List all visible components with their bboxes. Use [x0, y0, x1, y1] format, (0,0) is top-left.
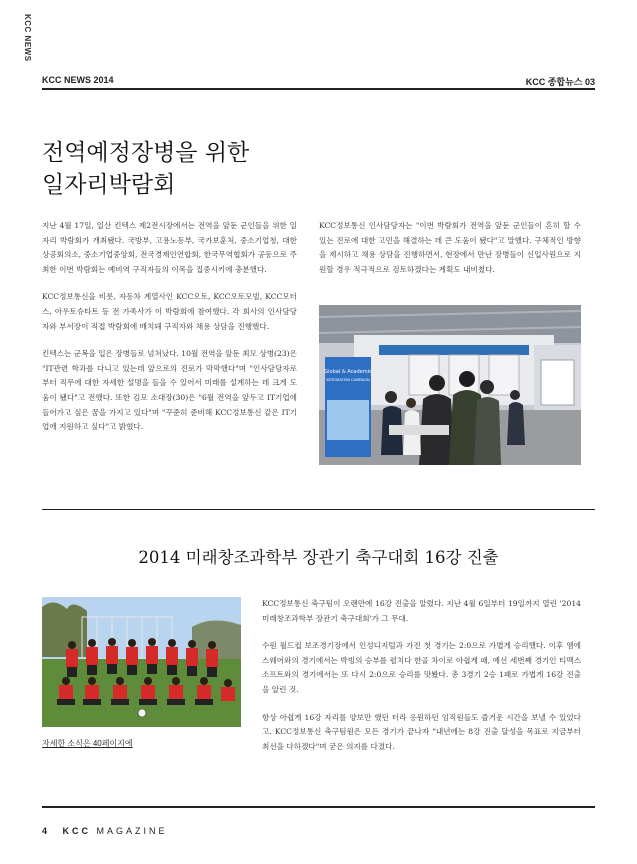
header-issue: KCC NEWS 2014 [42, 75, 114, 85]
article2-paragraph: 항상 아쉽게 16강 자리를 양보만 했던 터라 응원하던 임직원들도 즐거운 시간을 보낼 수 있었다고. KCC정보통신 축구팀원은 모든 경기가 끝나자 "내년에는 8강 진출 달성을 목표로 지금부터 최선을 다하겠다"며 굳은 의지를 다졌다. [262, 712, 581, 751]
football-team-photo [42, 597, 241, 727]
article1-paragraph: 킨텍스는 군복을 입은 장병들로 넘쳐났다. 10월 전역을 앞둔 최모 상병(23)은 "IT관련 학과를 다니고 있는데 앞으로의 진로가 막막했다"며 "인사담당자로부터 직무에 대한 자세한 설명을 들을 수 있어서 미래를 설계하는 데 크게 도움이 됐다"고 전했다. 또한 김모 소대장(30)은 "6월 전역을 앞두고 IT기업에 들어가고 싶은 꿈을 가지고 있다"며 "꾸준히 준비해 KCC정보통신 같은 IT기업에 지원하고 싶다"고 밝혔다. [42, 349, 297, 432]
article2-paragraph: 수원 월드컵 보조경기장에서 인성디지털과 가진 첫 경기는 2:0으로 가볍게 승리했다. 이후 엠에스웨어와의 경기에서는 박빙의 승부를 펼치다 한골 차이로 아쉽게 패, 예선 세번째 경기인 티맥스소프트와의 경기에서는 또 다시 2:0으로 승리를 맛봤다. 총 3경기 2승 1패로 가볍게 16강 진출을 알린 것. [262, 641, 581, 694]
article1-paragraph: 지난 4월 17일, 일산 킨텍스 제2전시장에서는 전역을 앞둔 군인들을 위한 일자리 박람회가 개최됐다. 국방부, 고용노동부, 국가보훈처, 중소기업청, 대한상공회의소, 중소기업중앙회, 전국경제인연합회, 한국무역협회가 공동으로 주최한 이번 박람회는 예비역 구직자들의 이목을 집중시키에 충분했다. [42, 221, 297, 274]
banner-title: Global & Academic [324, 369, 372, 375]
footer-rule [42, 806, 595, 808]
footer [42, 826, 168, 836]
article2-title: 2014 미래창조과학부 장관기 축구대회 16강 진출 [138, 548, 499, 567]
article1-title [42, 137, 342, 201]
footer-brand: KCC [62, 826, 92, 836]
header-rule [42, 88, 595, 90]
article1-paragraph: KCC정보통신 인사담당자는 "이번 박람회가 전역을 앞둔 군인들이 흔히 할 수 있는 진로에 대한 고민을 해결하는 데 큰 도움이 됐다"고 말했다. 구체적인 방향을 제시하고 채용 상담을 진행하면서, 현장에서 만난 장병들이 신입사원으로 지원할 경우 적극적으로 검토하겠다는 계획도 내비쳤다. [319, 221, 581, 274]
article1-left-column [42, 219, 297, 435]
article1-right-column [319, 219, 581, 277]
footer-magazine: MAGAZINE [96, 826, 168, 836]
banner-subtitle: INTEGRATION CAMPAIGN [326, 378, 370, 382]
photo-caption-link[interactable]: 자세한 소식은 40페이지에 [42, 739, 133, 748]
side-tab-label: KCC NEWS [23, 14, 32, 62]
page-number: 4 [42, 826, 48, 836]
header-section: KCC 종합뉴스 03 [525, 77, 595, 87]
job-fair-photo [319, 305, 581, 465]
article1-title-line2: 일자리박람회 [42, 172, 176, 198]
article1-paragraph: KCC정보통신을 비롯, 자동차 계열사인 KCC오토, KCC오토모빌, KCC모터스, 아우토슈타트 등 전 가족사가 이 박람회에 참여했다. 각 회사의 인사담당자와 부서장이 직접 박람회에 배치돼 구직자와 채용 상담을 진행했다. [42, 292, 297, 331]
article2-column [262, 597, 581, 754]
article1-title-line1: 전역예정장병을 위한 [42, 140, 250, 166]
section-divider [42, 509, 595, 510]
article2-paragraph: KCC정보통신 축구팀이 오랜만에 16강 진출을 알렸다. 지난 4월 6일부터 19일까지 열린 '2014 미래창조과학부 장관기 축구대회'가 그 무대. [262, 599, 581, 623]
